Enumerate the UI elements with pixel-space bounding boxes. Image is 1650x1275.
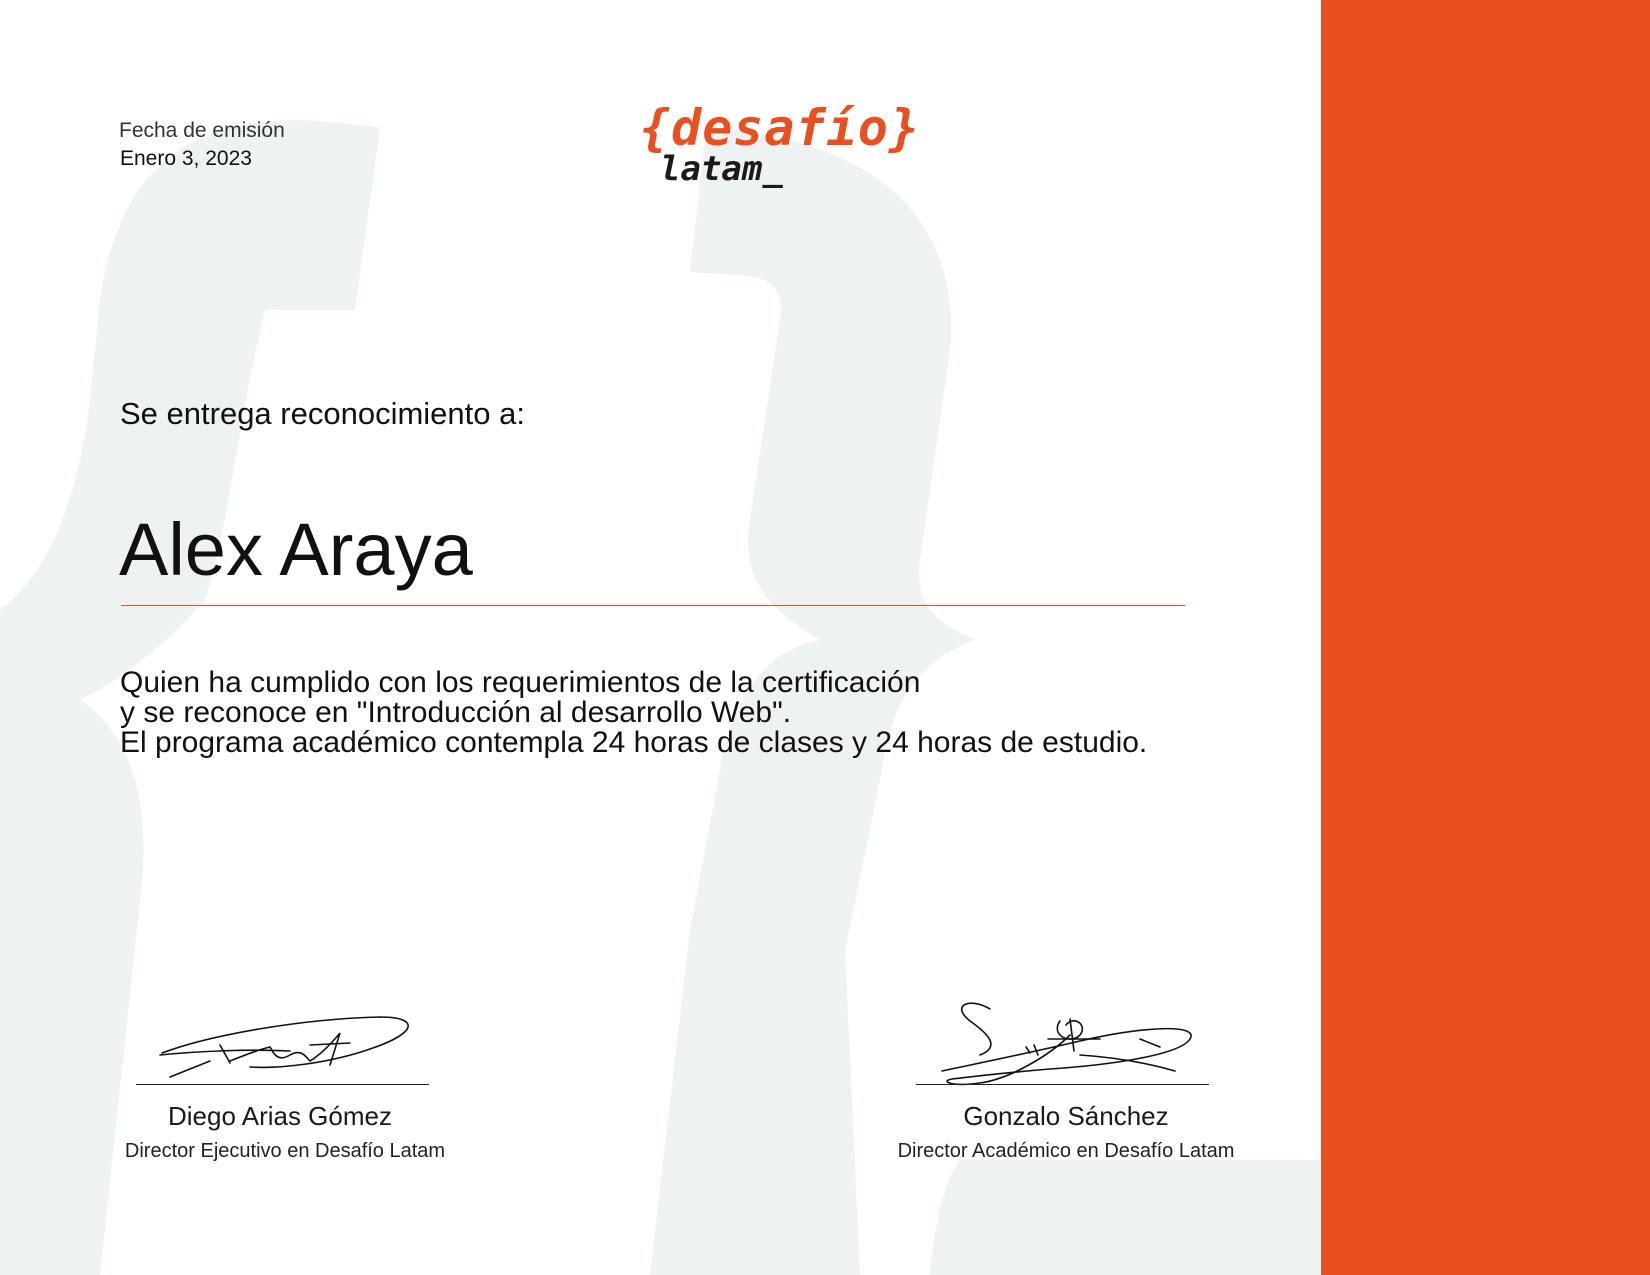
- intro-text: Se entrega reconocimiento a:: [120, 396, 525, 431]
- issue-date-label: Fecha de emisión: [119, 119, 285, 142]
- signer-name-2: Gonzalo Sánchez: [963, 1101, 1169, 1131]
- desafio-latam-logo: [640, 99, 920, 189]
- signature-diego-arias: [150, 1005, 420, 1085]
- signature-line-2: [916, 1084, 1209, 1085]
- description-line1: Quien ha cumplido con los requerimientos de la certificación: [120, 666, 921, 699]
- signature-line-1: [136, 1084, 429, 1085]
- name-underline: [121, 605, 1185, 606]
- recipient-name: Alex Araya: [119, 508, 473, 591]
- signature-gonzalo-sanchez: [930, 995, 1210, 1095]
- description-line2: y se reconoce en "Introducción al desarrollo Web".: [120, 696, 792, 729]
- certificate-description: [120, 668, 1147, 758]
- issue-date: Enero 3, 2023: [120, 147, 252, 170]
- description-line3: El programa académico contempla 24 horas de clases y 24 horas de estudio.: [120, 726, 1148, 759]
- signer-role-2: Director Académico en Desafío Latam: [897, 1140, 1235, 1162]
- sidebar-panel: [1321, 0, 1650, 1275]
- logo-line1: {desafío}: [640, 99, 920, 157]
- signer-name-1: Diego Arias Gómez: [168, 1101, 392, 1131]
- logo-line2: latam_: [660, 149, 783, 189]
- signer-role-1: Director Ejecutivo en Desafío Latam: [124, 1140, 446, 1162]
